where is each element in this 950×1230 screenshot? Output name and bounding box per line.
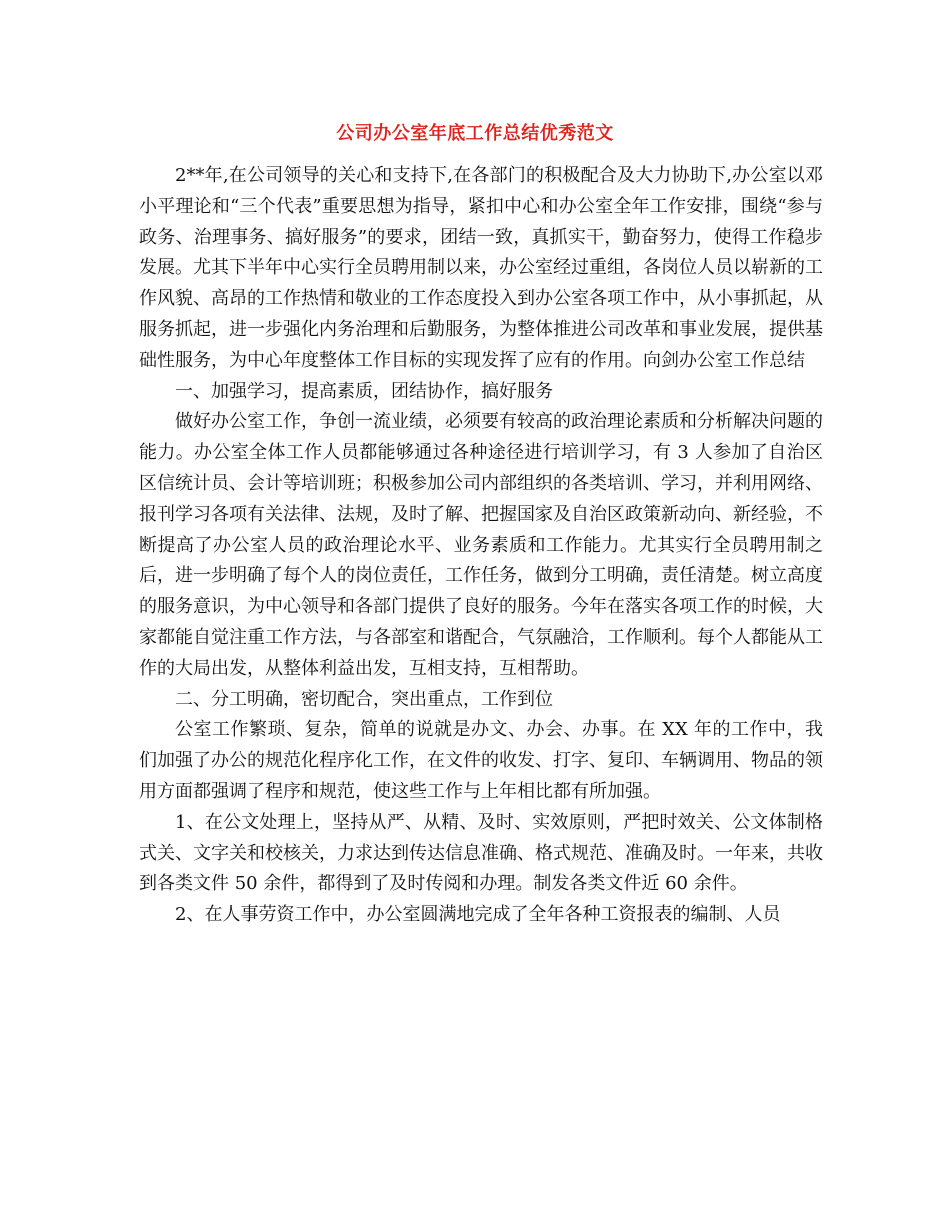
paragraph-item-1: 1、在公文处理上，坚持从严、从精、及时、实效原则，严把时效关、公文体制格式关、文字关和校核关，力求达到传达信息准确、格式规范、准确及时。一年来，共收到各类文件 50 余件，都得到了及时传阅和办理。制发各类文件近 60 余件。: [139, 811, 823, 895]
section-heading-2: 二、分工明确，密切配合，突出重点，工作到位: [175, 688, 553, 710]
paragraph-item-2: 2、在人事劳资工作中，办公室圆满地完成了全年各种工资报表的编制、人员: [175, 904, 781, 926]
paragraph-section-2: 公室工作繁琐、复杂，简单的说就是办文、办会、办事。在 XX 年的工作中，我们加强了办公的规范化程序化工作，在文件的收发、打字、复印、车辆调用、物品的领用方面都强调了程序和规范，使这些工作与上年相比都有所加强。: [139, 719, 823, 802]
document-title: 公司办公室年底工作总结优秀范文: [336, 123, 614, 144]
paragraph-section-1: 做好办公室工作，争创一流业绩，必须要有较高的政治理论素质和分析解决问题的能力。办公室全体工作人员都能够通过各种途径进行培训学习，有 3 人参加了自治区区信统计员、会计等培训班；积极参加公司内部组织的各类培训、学习，并利用网络、报刊学习各项有关法律、法规，及时了解、把握国家及自治区政策新动向、新经验，不断提高了办公室人员的政治理论水平、业务素质和工作能力。尤其实行全员聘用制之后，进一步明确了每个人的岗位责任，工作任务，做到分工明确，责任清楚。树立高度的服务意识，为中心领导和各部门提供了良好的服务。今年在落实各项工作的时候，大家都能自觉注重工作方法，与各部室和谐配合，气氛融洽，工作顺利。每个人都能从工作的大局出发，从整体利益出发，互相支持，互相帮助。: [139, 411, 823, 679]
paragraph-intro: 2**年,在公司领导的关心和支持下,在各部门的积极配合及大力协助下,办公室以邓小平理论和“三个代表”重要思想为指导，紧扣中心和办公室全年工作安排，围绕“参与政务、治理事务、搞好服务”的要求，团结一致，真抓实干，勤奋努力，使得工作稳步发展。尤其下半年中心实行全员聘用制以来，办公室经过重组，各岗位人员以崭新的工作风貌、高昂的工作热情和敬业的工作态度投入到办公室各项工作中，从小事抓起，从服务抓起，进一步强化内务治理和后勤服务，为整体推进公司改革和事业发展，提供基础性服务，为中心年度整体工作目标的实现发挥了应有的作用。向剑办公室工作总结: [139, 165, 823, 371]
document-body: [139, 161, 823, 931]
section-heading-1: 一、加强学习，提高素质，团结协作，搞好服务: [175, 380, 553, 402]
